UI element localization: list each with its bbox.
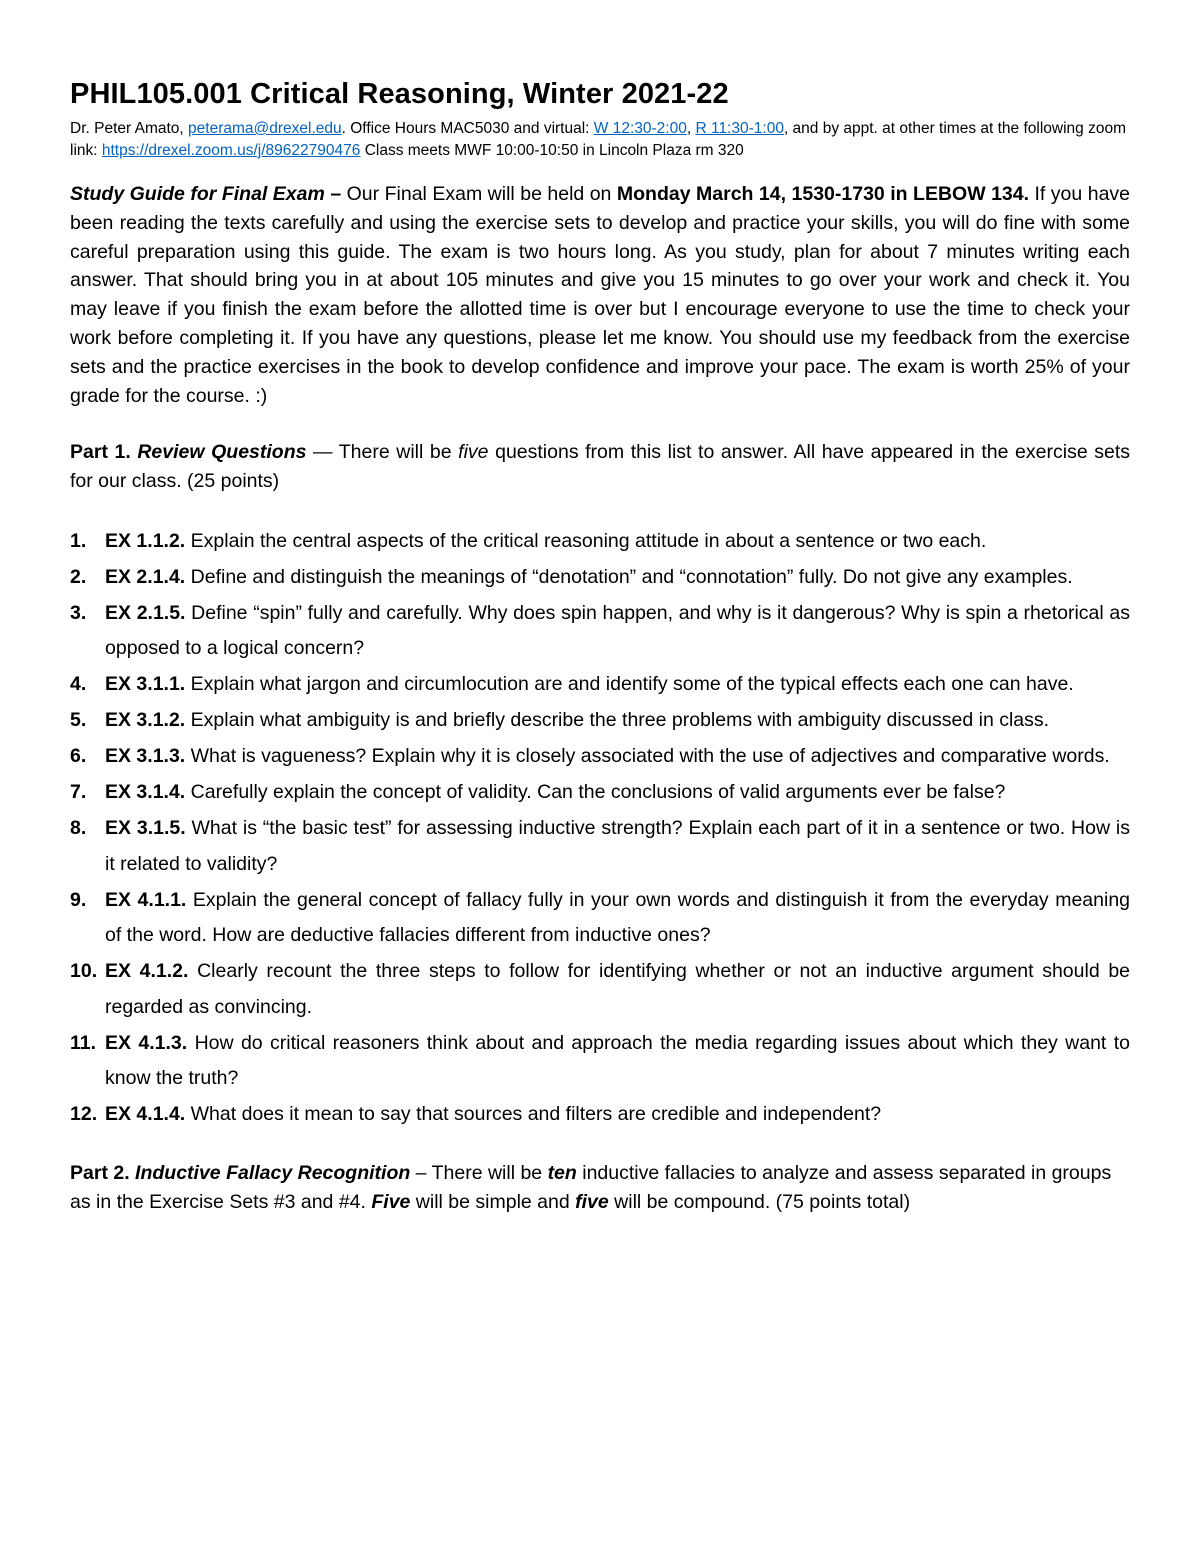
list-item: [70, 1026, 1130, 1097]
part2-text-a: – There will be: [410, 1161, 548, 1184]
list-item: [70, 775, 1130, 811]
question-number: 10.: [70, 960, 98, 983]
list-item: [70, 524, 1130, 560]
thursday-hours-link[interactable]: R 11:30-1:00: [695, 120, 784, 137]
part1-label: Part 1.: [70, 441, 138, 464]
appointment-text: , and by appt. at other times at the following zoom link:: [70, 120, 1126, 159]
part2-text-c: will be simple and: [410, 1190, 576, 1213]
study-guide-label: Study Guide for Final Exam: [70, 183, 325, 205]
list-item: [70, 739, 1130, 775]
course-info: [70, 118, 1130, 162]
question-text: What is vagueness? Explain why it is closely associated with the use of adjectives and comparative words.: [185, 745, 1110, 768]
exercise-id: EX 4.1.4.: [105, 1103, 186, 1126]
question-number: 6.: [70, 745, 87, 768]
exercise-id: EX 4.1.1.: [105, 888, 187, 911]
study-guide-lead: Our Final Exam will be held on: [346, 183, 617, 205]
part2-label: Part 2.: [70, 1161, 136, 1184]
exercise-id: EX 2.1.5.: [105, 601, 186, 624]
exercise-id: EX 2.1.4.: [105, 565, 186, 588]
instructor-name: Dr. Peter Amato,: [70, 120, 189, 137]
question-number: 7.: [70, 781, 87, 804]
list-item: [70, 811, 1130, 882]
review-questions-list: [70, 524, 1130, 1133]
study-guide-paragraph: [70, 180, 1130, 410]
part1-emphasis: five: [458, 441, 489, 464]
email-link[interactable]: peterama@drexel.edu: [188, 120, 342, 137]
exercise-id: EX 4.1.3.: [105, 1031, 188, 1054]
exercise-id: EX 3.1.2.: [105, 709, 186, 732]
list-item: [70, 703, 1130, 739]
office-hours-text: . Office Hours MAC5030 and virtual:: [341, 120, 594, 137]
list-item: [70, 954, 1130, 1025]
class-meets-text: Class meets MWF 10:00-10:50 in Lincoln Plaza rm 320: [360, 142, 744, 159]
question-number: 8.: [70, 817, 87, 840]
part1-heading: [70, 438, 1130, 496]
exercise-id: EX 3.1.1.: [105, 673, 186, 696]
question-text: Define “spin” fully and carefully. Why does spin happen, and why is it dangerous? Why is spin a rhetorical as opposed to a logical concern?: [105, 601, 1130, 660]
question-number: 4.: [70, 673, 87, 696]
exercise-id: EX 3.1.5.: [105, 817, 186, 840]
exercise-id: EX 3.1.4.: [105, 781, 186, 804]
study-guide-body: If you have been reading the texts carefully and using the exercise sets to develop and practice your skills, you will do fine with some careful preparation using this guide. The exam is two hours long. As you study, plan for about 7 minutes writing each answer. That should bring you in at about 105 minutes and give you 15 minutes to go over your work and check it. You may leave if you finish the exam before the allotted time is over but I encourage everyone to use the time to check your work before completing it. If you have any questions, please let me know. You should use my feedback from the exercise sets and the practice exercises in the book to develop confidence and improve your pace. The exam is worth 25% of your grade for the course. :): [70, 183, 1131, 407]
part1-title: Review Questions: [137, 441, 307, 464]
question-text: Explain what ambiguity is and briefly describe the three problems with ambiguity discussed in class.: [185, 709, 1050, 732]
page-title: PHIL105.001 Critical Reasoning, Winter 2021-22: [70, 78, 729, 110]
study-guide-dash: –: [324, 183, 347, 205]
question-text: Define and distinguish the meanings of “denotation” and “connotation” fully. Do not give any examples.: [185, 565, 1073, 588]
part1-text-a: — There will be: [306, 441, 459, 464]
question-number: 11.: [70, 1031, 97, 1054]
wednesday-hours-link[interactable]: W 12:30-2:00: [593, 120, 687, 137]
question-text: How do critical reasoners think about and approach the media regarding issues about which they want to know the truth?: [105, 1031, 1130, 1090]
part2-title: Inductive Fallacy Recognition: [135, 1161, 411, 1184]
question-text: What is “the basic test” for assessing inductive strength? Explain each part of it in a sentence or two. How is it related to validity?: [105, 817, 1130, 875]
part2-heading: [70, 1159, 1130, 1217]
question-text: Explain the central aspects of the critical reasoning attitude in about a sentence or two each.: [185, 529, 987, 552]
exercise-id: EX 1.1.2.: [105, 529, 186, 552]
list-item: [70, 560, 1130, 596]
hours-separator: ,: [686, 120, 696, 137]
question-number: 1.: [70, 529, 87, 552]
exercise-id: EX 4.1.2.: [105, 960, 189, 983]
part2-emphasis-five-compound: five: [575, 1190, 609, 1213]
exercise-id: EX 3.1.3.: [105, 745, 186, 768]
list-item: [70, 1097, 1130, 1133]
question-number: 9.: [70, 888, 87, 911]
question-text: Explain what jargon and circumlocution are and identify some of the typical effects each one can have.: [185, 673, 1074, 696]
question-text: Carefully explain the concept of validity. Can the conclusions of valid arguments ever be false?: [185, 781, 1006, 804]
part2-text-b: inductive fallacies to analyze and assess separated in groups as in the Exercise Sets #3 and #4.: [70, 1161, 1112, 1213]
part1-text-b: questions from this list to answer. All have appeared in the exercise sets for our class. (25 points): [70, 441, 1130, 493]
question-text: Explain the general concept of fallacy fully in your own words and distinguish it from the everyday meaning of the word. How are deductive fallacies different from inductive ones?: [105, 888, 1131, 947]
part2-emphasis-five-simple: Five: [371, 1190, 411, 1213]
question-number: 5.: [70, 709, 87, 732]
list-item: [70, 667, 1130, 703]
question-number: 3.: [70, 601, 87, 624]
list-item: [70, 883, 1130, 954]
question-text: Clearly recount the three steps to follow for identifying whether or not an inductive argument should be regarded as convincing.: [105, 960, 1131, 1018]
exam-date: Monday March 14, 1530-1730 in LEBOW 134.: [616, 183, 1030, 205]
question-number: 12.: [70, 1103, 98, 1126]
list-item: [70, 596, 1130, 667]
question-text: What does it mean to say that sources and filters are credible and independent?: [185, 1103, 882, 1126]
part2-emphasis-ten: ten: [547, 1161, 577, 1184]
part2-text-d: will be compound. (75 points total): [608, 1190, 911, 1213]
question-number: 2.: [70, 565, 87, 588]
zoom-link[interactable]: https://drexel.zoom.us/j/89622790476: [101, 142, 361, 159]
